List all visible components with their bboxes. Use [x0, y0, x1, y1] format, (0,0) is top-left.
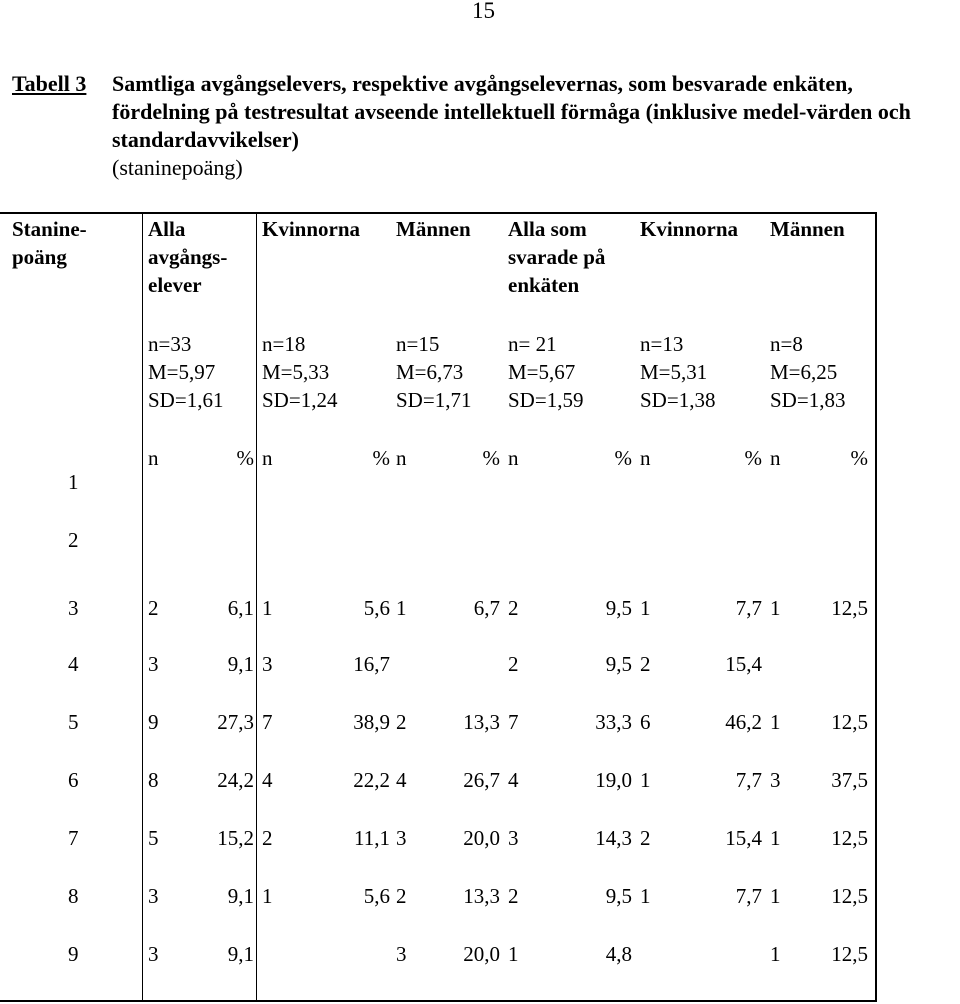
- cell-percent: 15,2: [217, 826, 254, 850]
- cell-n: 3: [508, 826, 519, 850]
- cell-percent: 13,3: [463, 710, 500, 734]
- column-header: avgångs-: [148, 245, 228, 269]
- cell-percent: 11,1: [354, 826, 390, 850]
- cell-n: 1: [262, 884, 273, 908]
- column-stat: SD=1,38: [640, 388, 716, 412]
- cell-n: 1: [770, 596, 781, 620]
- column-header: Kvinnorna: [262, 217, 361, 241]
- cell-n: 3: [770, 768, 781, 792]
- stanine-value: 2: [68, 528, 79, 552]
- cell-n: 1: [770, 710, 781, 734]
- cell-percent: 9,1: [227, 942, 254, 966]
- cell-percent: 46,2: [725, 710, 762, 734]
- cell-percent: 12,5: [831, 710, 868, 734]
- column-stat: n=18: [262, 332, 306, 356]
- cell-n: 2: [508, 884, 519, 908]
- cell-n: 2: [262, 826, 273, 850]
- column-stat: SD=1,61: [148, 388, 224, 412]
- cell-n: 4: [508, 768, 519, 792]
- cell-n: 3: [396, 826, 407, 850]
- cell-n: 2: [396, 710, 407, 734]
- column-stat: n=13: [640, 332, 684, 356]
- cell-percent: 20,0: [463, 942, 500, 966]
- cell-percent: 5,6: [363, 596, 390, 620]
- column-stat: n=15: [396, 332, 440, 356]
- cell-n: 1: [508, 942, 519, 966]
- column-stat: SD=1,24: [262, 388, 338, 412]
- cell-percent: 15,4: [725, 826, 762, 850]
- cell-percent: 20,0: [463, 826, 500, 850]
- column-stat: n=8: [770, 332, 803, 356]
- cell-percent: 6,1: [227, 596, 254, 620]
- column-stat: M=5,67: [508, 360, 576, 384]
- pct-label: %: [236, 446, 254, 470]
- pct-label: %: [850, 446, 868, 470]
- n-label: n: [262, 446, 273, 470]
- cell-percent: 12,5: [831, 884, 868, 908]
- cell-percent: 12,5: [831, 826, 868, 850]
- pct-label: %: [614, 446, 632, 470]
- cell-percent: 6,7: [473, 596, 500, 620]
- column-stat: M=6,25: [770, 360, 838, 384]
- cell-n: 3: [148, 884, 159, 908]
- cell-percent: 15,4: [725, 652, 762, 676]
- cell-percent: 9,5: [605, 596, 632, 620]
- cell-n: 2: [508, 652, 519, 676]
- cell-percent: 7,7: [735, 596, 762, 620]
- column-header: Männen: [770, 217, 845, 241]
- cell-n: 8: [148, 768, 159, 792]
- column-header: Kvinnorna: [640, 217, 739, 241]
- cell-n: 1: [640, 884, 651, 908]
- cell-percent: 5,6: [363, 884, 390, 908]
- column-stat: n=33: [148, 332, 192, 356]
- stanine-value: 4: [68, 652, 79, 676]
- cell-n: 3: [262, 652, 273, 676]
- column-stat: M=6,73: [396, 360, 464, 384]
- cell-n: 1: [770, 884, 781, 908]
- cell-n: 9: [148, 710, 159, 734]
- column-stat: SD=1,71: [396, 388, 472, 412]
- cell-n: 1: [640, 768, 651, 792]
- cell-percent: 14,3: [595, 826, 632, 850]
- cell-percent: 26,7: [463, 768, 500, 792]
- cell-percent: 12,5: [831, 942, 868, 966]
- cell-percent: 24,2: [217, 768, 254, 792]
- cell-n: 1: [640, 596, 651, 620]
- cell-n: 2: [508, 596, 519, 620]
- stanine-header: Stanine-: [12, 217, 87, 241]
- column-header: Männen: [396, 217, 471, 241]
- cell-percent: 7,7: [735, 884, 762, 908]
- cell-n: 2: [148, 596, 159, 620]
- stanine-value: 8: [68, 884, 79, 908]
- cell-percent: 12,5: [831, 596, 868, 620]
- column-divider: [142, 212, 143, 1002]
- column-stat: M=5,31: [640, 360, 708, 384]
- cell-percent: 13,3: [463, 884, 500, 908]
- cell-n: 2: [396, 884, 407, 908]
- cell-n: 3: [148, 652, 159, 676]
- cell-n: 1: [262, 596, 273, 620]
- n-label: n: [770, 446, 781, 470]
- caption-unit: (staninepoäng): [112, 155, 243, 180]
- cell-percent: 22,2: [353, 768, 390, 792]
- cell-n: 4: [396, 768, 407, 792]
- cell-percent: 9,5: [605, 652, 632, 676]
- n-label: n: [508, 446, 519, 470]
- pct-label: %: [372, 446, 390, 470]
- cell-n: 2: [640, 826, 651, 850]
- column-header: Alla: [148, 217, 186, 241]
- cell-percent: 33,3: [595, 710, 632, 734]
- column-stat: n= 21: [508, 332, 557, 356]
- caption-text: Samtliga avgångselevers, respektive avgångselevernas, som besvarade enkäten, fördelning på testresultat avseende intellektuell förmåga (inklusive medel-värden och standardavvikelser): [112, 71, 911, 152]
- cell-percent: 4,8: [605, 942, 632, 966]
- cell-percent: 19,0: [595, 768, 632, 792]
- stanine-header: poäng: [12, 245, 67, 269]
- cell-n: 1: [770, 942, 781, 966]
- column-stat: SD=1,59: [508, 388, 584, 412]
- n-label: n: [396, 446, 407, 470]
- caption-label: Tabell 3: [12, 71, 87, 96]
- column-header: enkäten: [508, 273, 580, 297]
- cell-n: 5: [148, 826, 159, 850]
- cell-n: 4: [262, 768, 273, 792]
- column-stat: SD=1,83: [770, 388, 846, 412]
- cell-percent: 9,5: [605, 884, 632, 908]
- column-divider: [256, 212, 257, 1002]
- n-label: n: [640, 446, 651, 470]
- column-stat: M=5,33: [262, 360, 330, 384]
- column-header: Alla som: [508, 217, 587, 241]
- cell-percent: 27,3: [217, 710, 254, 734]
- cell-percent: 9,1: [227, 884, 254, 908]
- cell-n: 2: [640, 652, 651, 676]
- stanine-value: 6: [68, 768, 79, 792]
- cell-n: 7: [508, 710, 519, 734]
- stanine-value: 7: [68, 826, 79, 850]
- n-label: n: [148, 446, 159, 470]
- stanine-value: 1: [68, 470, 79, 494]
- cell-n: 3: [148, 942, 159, 966]
- column-stat: M=5,97: [148, 360, 216, 384]
- pct-label: %: [744, 446, 762, 470]
- cell-percent: 9,1: [227, 652, 254, 676]
- column-header: svarade på: [508, 245, 606, 269]
- cell-percent: 37,5: [831, 768, 868, 792]
- cell-n: 3: [396, 942, 407, 966]
- stanine-value: 3: [68, 596, 79, 620]
- cell-n: 1: [770, 826, 781, 850]
- stanine-value: 9: [68, 942, 79, 966]
- page-number: 15: [472, 0, 495, 23]
- column-header: elever: [148, 273, 202, 297]
- cell-percent: 16,7: [353, 652, 390, 676]
- cell-percent: 38,9: [353, 710, 390, 734]
- cell-n: 7: [262, 710, 273, 734]
- stanine-value: 5: [68, 710, 79, 734]
- cell-n: 6: [640, 710, 651, 734]
- cell-percent: 7,7: [735, 768, 762, 792]
- cell-n: 1: [396, 596, 407, 620]
- pct-label: %: [482, 446, 500, 470]
